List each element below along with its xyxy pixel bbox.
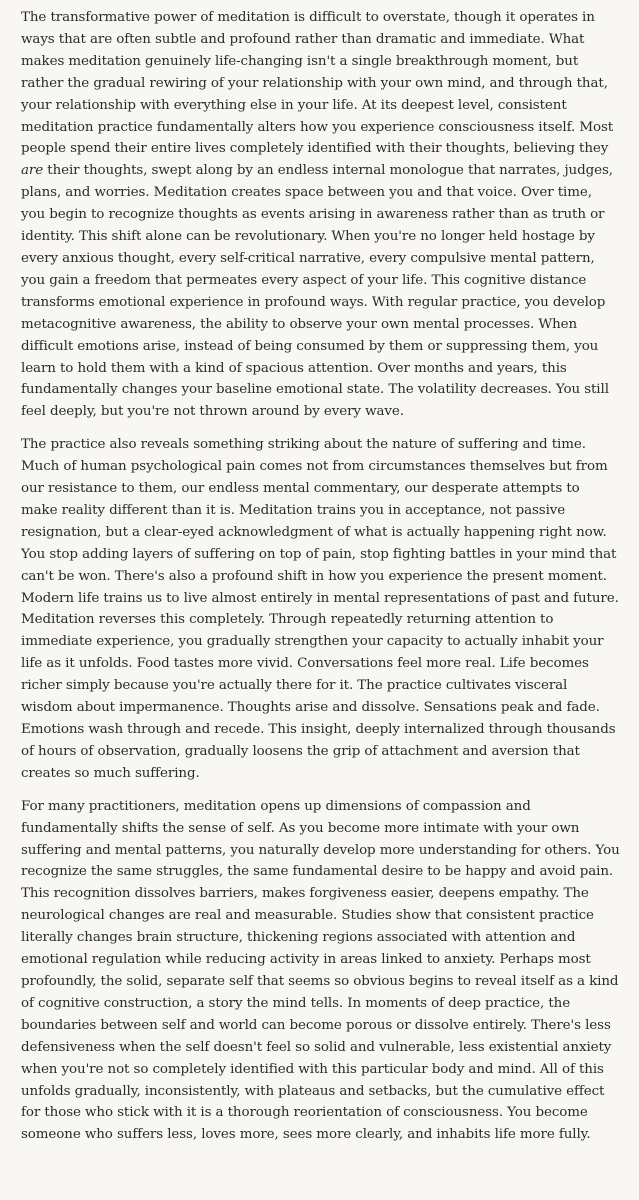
paragraph-1-part-1: The transformative power of meditation is difficult to overstate, though it operates in ways that are often subtle and profound rather than dramatic and immediate. What makes meditation genuinely life-changing isn't a single breakthrough moment, but rather the gradual rewiring of your relationship with your own mind, and through that, your relationship with everything else in your life. At its deepest level, consistent meditation practice fundamentally alters how you experience consciousness itself. Most people spend their entire lives completely identified with their thoughts, believing they [21, 10, 614, 157]
paragraph-3: For many practitioners, meditation opens up dimensions of compassion and fundamentally shifts the sense of self. As you become more intimate with your own suffering and mental patterns, you naturally develop more understanding for others. You recognize the same struggles, the same fundamental desire to be happy and avoid pain. This recognition dissolves barriers, makes forgiveness easier, deepens empathy. The neurological changes are real and measurable. Studies show that consistent practice literally changes brain structure, thickening regions associated with attention and emotional regulation while reducing activity in areas linked to anxiety. Perhaps most profoundly, the solid, separate self that seems so obvious begins to reveal itself as a kind of cognitive construction, a story the mind tells. In moments of deep practice, the boundaries between self and world can become porous or dissolve entirely. There's less defensiveness when the self doesn't feel so solid and vulnerable, less existential anxiety when you're not so completely identified with this particular body and mind. All of this unfolds gradually, inconsistently, with plateaus and setbacks, but the cumulative effect for those who stick with it is a thorough reorientation of consciousness. You become someone who suffers less, loves more, sees more clearly, and inhabits life more fully. [21, 798, 620, 1143]
paragraph-1-part-2: their thoughts, swept along by an endless internal monologue that narrates, judges, plans, and worries. Meditation creates space between you and that voice. Over time, you begin to recognize thoughts as events arising in awareness rather than as truth or identity. This shift alone can be revolutionary. When you're no longer held hostage by every anxious thought, every self-critical narrative, every compulsive mental pattern, you gain a freedom that permeates every aspect of your life. This cognitive distance transforms emotional experience in profound ways. With regular practice, you develop metacognitive awareness, the ability to observe your own mental processes. When difficult emotions arise, instead of being consumed by them or suppressing them, you learn to hold them with a kind of spacious attention. Over months and years, this fundamentally changes your baseline emotional state. The volatility decreases. You still feel deeply, but you're not thrown around by every wave. [21, 163, 613, 420]
paragraph-1 [21, 7, 620, 423]
paragraph-2: The practice also reveals something striking about the nature of suffering and time. Much of human psychological pain comes not from circumstances themselves but from our resistance to them, our endless mental commentary, our desperate attempts to make reality different than it is. Meditation trains you in acceptance, not passive resignation, but a clear-eyed acknowledgment of what is actually happening right now. You stop adding layers of suffering on top of pain, stop fighting battles in your mind that can't be won. There's also a profound shift in how you experience the present moment. Modern life trains us to live almost entirely in mental representations of past and future. Meditation reverses this completely. Through repeatedly returning attention to immediate experience, you gradually strengthen your capacity to actually inhabit your life as it unfolds. Food tastes more vivid. Conversations feel more real. Life becomes richer simply because you're actually there for it. The practice cultivates visceral wisdom about impermanence. Thoughts arise and dissolve. Sensations peak and fade. Emotions wash through and recede. This insight, deeply internalized through thousands of hours of observation, gradually loosens the grip of attachment and aversion that creates so much suffering. [21, 437, 619, 781]
paragraph-1-emphasis-are: are [21, 163, 44, 179]
